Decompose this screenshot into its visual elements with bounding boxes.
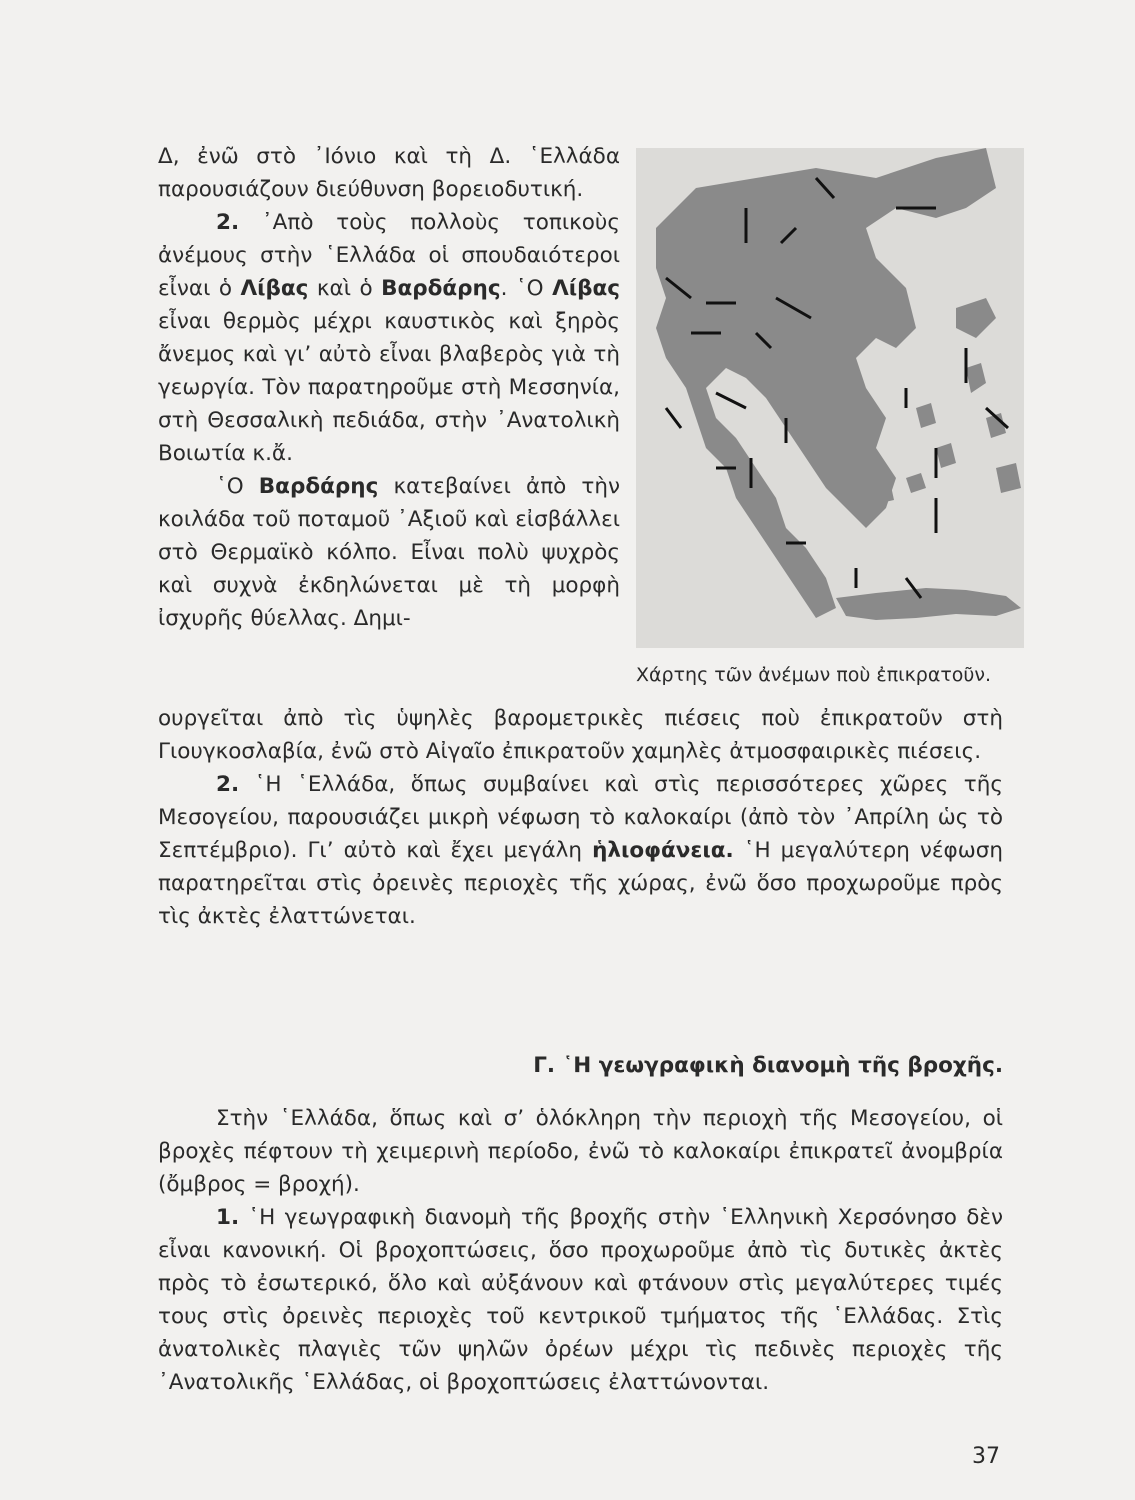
item-number: 1.: [216, 1205, 240, 1230]
paragraph-local-winds: 2. ᾿Απὸ τοὺς πολλοὺς τοπικοὺς ἀνέμους στὴν ῾Ελλάδα οἱ σπουδαιότεροι εἶναι ὁ Λίβας καὶ ὁ Βαρδάρης. ῾Ο Λίβας εἶναι θερμὸς μέχρι καυστικὸς καὶ ξηρὸς ἄνεμος καὶ γι’ αὐτὸ εἶναι βλαβερὸς γιὰ τὴ γεωργία. Τὸν παρατηροῦμε στὴ Μεσσηνία, στὴ Θεσσαλικὴ πεδιάδα, στὴν ᾿Ανατολικὴ Βοιωτία κ.ἄ.: [158, 210, 620, 466]
page-number: 37: [972, 1444, 1000, 1469]
paragraph-vardaris-cont: ουργεῖται ἀπὸ τὶς ὑψηλὲς βαρομετρικὲς πιέσεις ποὺ ἐπικρατοῦν στὴ Γιουγκοσλαβία, ἐνῶ στὸ Αἰγαῖο ἐπικρατοῦν χαμηλὲς ἀτμοσφαιρικὲς πιέσεις.: [158, 706, 1003, 764]
full-width-text-top: [158, 702, 1003, 933]
term-libas-2: Λίβας: [552, 276, 620, 301]
paragraph-vardaris: ῾Ο Βαρδάρης κατεβαίνει ἀπὸ τὴν κοιλάδα τοῦ ποταμοῦ ᾿Αξιοῦ καὶ εἰσβάλλει στὸ Θερμαϊκὸ κόλπο. Εἶναι πολὺ ψυχρὸς καὶ συχνὰ ἐκδηλώνεται μὲ τὴ μορφὴ ἰσχυρῆς θύελλας. Δημι-: [158, 474, 620, 631]
figure-caption: Χάρτης τῶν ἀνέμων ποὺ ἐπικρατοῦν.: [636, 664, 992, 686]
section-heading: Γ. ῾Η γεωγραφικὴ διανομὴ τῆς βροχῆς.: [533, 1053, 1003, 1078]
paragraph-rain-season: Στὴν ῾Ελλάδα, ὅπως καὶ σ’ ὁλόκληρη τὴν περιοχὴ τῆς Μεσογείου, οἱ βροχὲς πέφτουν τὴ χειμερινὴ περίοδο, ἐνῶ τὸ καλοκαίρι ἐπικρατεῖ ἀνομβρία (ὄμβρος = βροχή).: [158, 1106, 1003, 1197]
term-sunshine: ἡλιοφάνεια.: [592, 838, 734, 863]
paragraph-cloudiness: 2. ῾Η ῾Ελλάδα, ὅπως συμβαίνει καὶ στὶς περισσότερες χῶρες τῆς Μεσογείου, παρουσιάζει μικρὴ νέφωση τὸ καλοκαίρι (ἀπὸ τὸν ᾿Απρίλη ὡς τὸ Σεπτέμβριο). Γι’ αὐτὸ καὶ ἔχει μεγάλη ἡλιοφάνεια. ῾Η μεγαλύτερη νέφωση παρατηρεῖται στὶς ὀρεινὲς περιοχὲς τῆς χώρας, ἐνῶ ὅσο προχωροῦμε πρὸς τὶς ἀκτὲς ἐλαττώνεται.: [158, 772, 1003, 929]
wind-map-figure: [636, 148, 1024, 648]
item-number: 2.: [216, 772, 240, 797]
item-number: 2.: [216, 210, 240, 235]
left-column-text: [158, 140, 620, 635]
term-vardaris: Βαρδάρης: [381, 276, 501, 301]
full-width-text-bottom: [158, 1102, 1003, 1399]
term-vardaris-2: Βαρδάρης: [258, 474, 379, 499]
term-libas: Λίβας: [240, 276, 309, 301]
paragraph-wind-direction: Δ, ἐνῶ στὸ ᾿Ιόνιο καὶ τὴ Δ. ῾Ελλάδα παρουσιάζουν διεύθυνση βορειοδυτική.: [158, 144, 620, 202]
paragraph-rain-distribution: 1. ῾Η γεωγραφικὴ διανομὴ τῆς βροχῆς στὴν ῾Ελληνικὴ Χερσόνησο δὲν εἶναι κανονική. Οἱ βροχοπτώσεις, ὅσο προχωροῦμε ἀπὸ τὶς δυτικὲς ἀκτὲς πρὸς τὸ ἐσωτερικό, ὅλο καὶ αὐξάνουν καὶ φτάνουν στὶς μεγαλύτερες τιμές τους στὶς ὀρεινὲς περιοχὲς τοῦ κεντρικοῦ τμήματος τῆς ῾Ελλάδας. Στὶς ἀνατολικὲς πλαγιὲς τῶν ψηλῶν ὀρέων μέχρι τὶς πεδινὲς περιοχὲς τῆς ᾿Ανατολικῆς ῾Ελλάδας, οἱ βροχοπτώσεις ἐλαττώνονται.: [158, 1205, 1003, 1395]
